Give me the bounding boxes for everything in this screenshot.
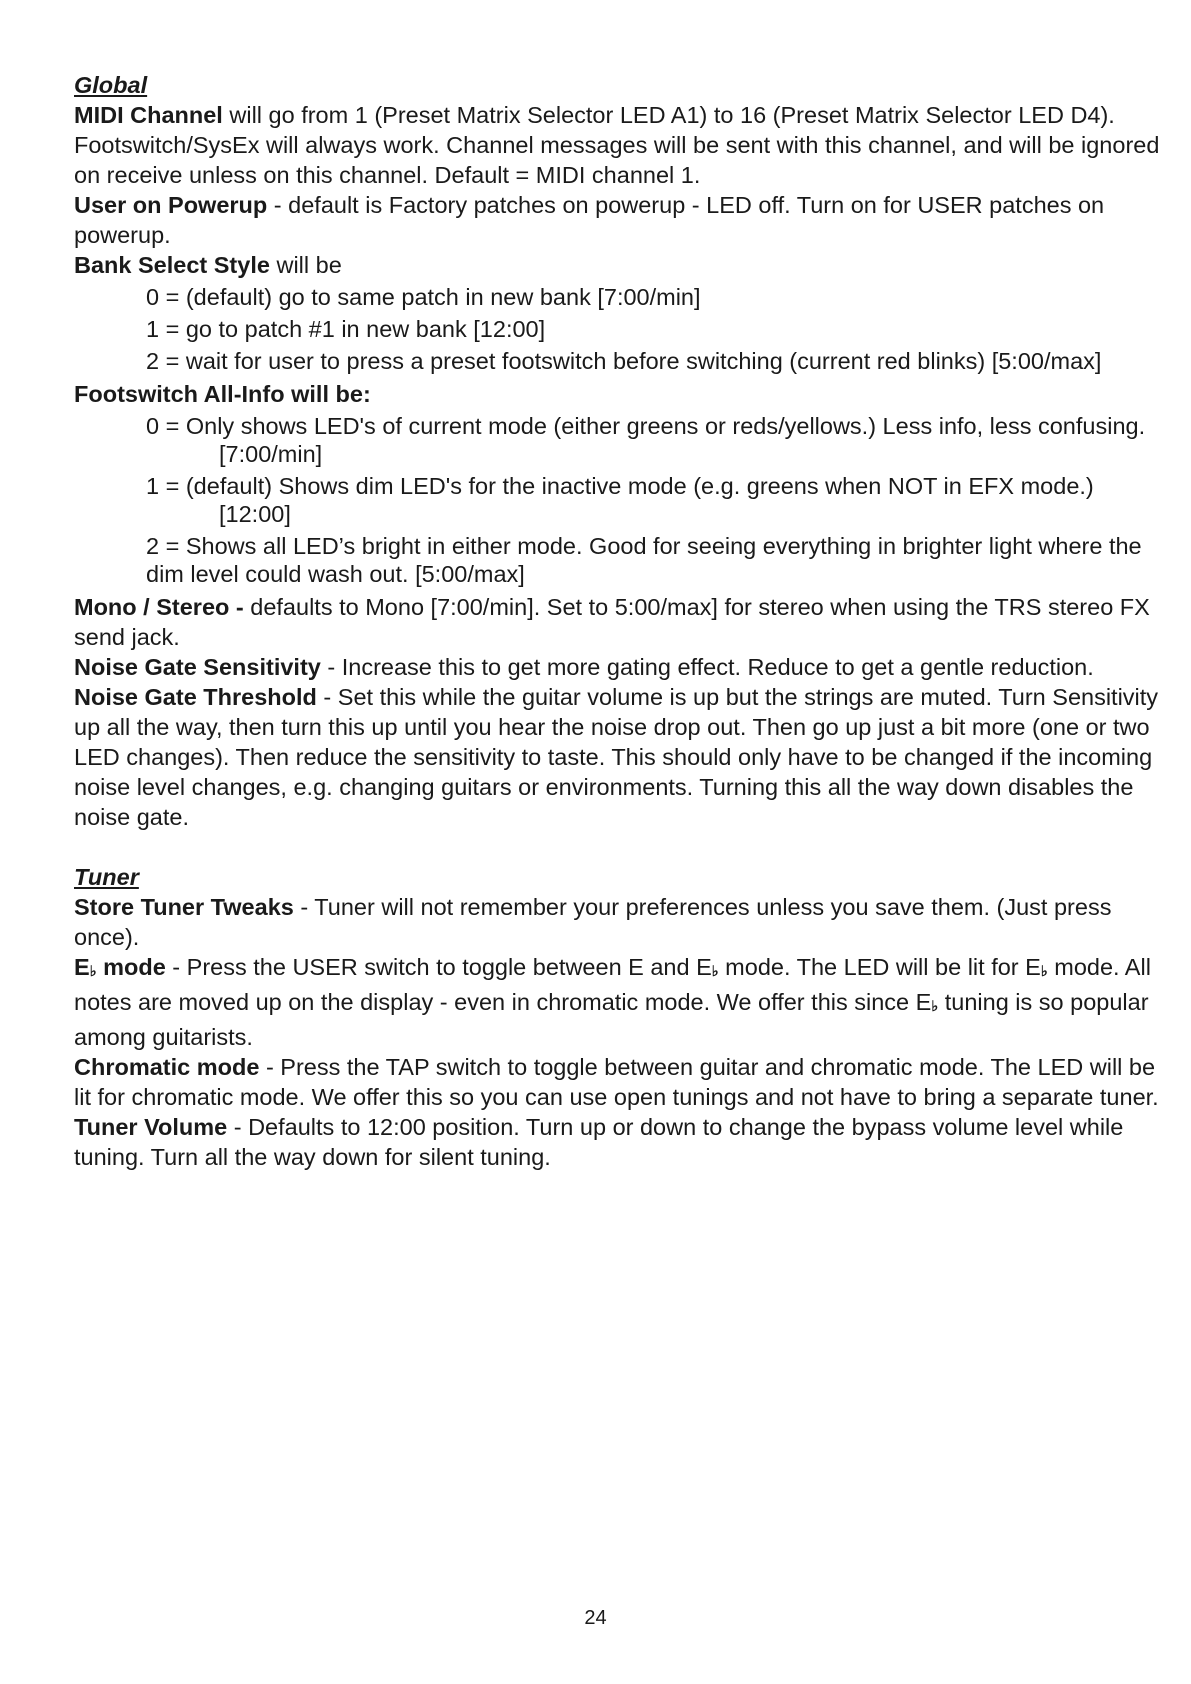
flat-symbol: ♭ — [711, 964, 719, 980]
section-spacer — [74, 832, 1164, 862]
footswitch-info-paragraph — [74, 379, 1164, 409]
midi-channel-label: MIDI Channel — [74, 102, 223, 128]
eflat-text-1: - Press the USER switch to toggle between E and E — [165, 954, 712, 980]
eflat-mode-word: mode — [96, 954, 166, 980]
user-powerup-text: - default is Factory patches on powerup - LED off. Turn on for USER patches on powerup. — [74, 192, 1105, 248]
tuner-section — [74, 862, 1164, 892]
store-tuner-paragraph — [74, 892, 1164, 952]
bank-select-options — [74, 283, 1164, 375]
footswitch-option-0: 0 = Only shows LED's of current mode (either greens or reds/yellows.) Less info, less confusing. [7:00/min] — [146, 413, 1146, 467]
flat-symbol: ♭ — [931, 999, 939, 1015]
noise-gate-threshold-text: - Set this while the guitar volume is up but the strings are muted. Turn Sensitivity up all the way, then turn this up until you hear the noise drop out. Then go up just a bit more (one or two LED changes). Then reduce the sensitivity to taste. This should only have to be changed if the incoming noise level changes, e.g. changing guitars or environments. Turning this all the way down disables the noise gate. — [74, 684, 1159, 830]
chromatic-mode-text: - Press the TAP switch to toggle between guitar and chromatic mode. The LED will be lit for chromatic mode. We offer this so you can use open tunings and not have to bring a separate tuner. — [74, 1054, 1159, 1110]
footswitch-option-1: 1 = (default) Shows dim LED's for the inactive mode (e.g. greens when NOT in EFX mode.) [12:00] — [146, 473, 1094, 527]
tuner-volume-label: Tuner Volume — [74, 1114, 228, 1140]
bank-option-0: 0 = (default) go to same patch in new bank [7:00/min] — [146, 284, 701, 310]
mono-stereo-label: Mono / Stereo - — [74, 594, 244, 620]
bank-select-paragraph — [74, 250, 1164, 280]
eflat-mode-paragraph — [74, 952, 1164, 1052]
page-number: 24 — [584, 1607, 607, 1629]
tuner-heading: Tuner — [74, 864, 139, 890]
flat-symbol: ♭ — [1040, 964, 1048, 980]
mono-stereo-paragraph — [74, 592, 1164, 652]
manual-page — [74, 70, 1164, 1172]
user-powerup-label: User on Powerup — [74, 192, 268, 218]
footswitch-info-label: Footswitch All-Info will be: — [74, 381, 371, 407]
store-tuner-label: Store Tuner Tweaks — [74, 894, 294, 920]
bank-select-label: Bank Select Style — [74, 252, 270, 278]
global-heading: Global — [74, 72, 148, 98]
global-section — [74, 70, 1164, 100]
eflat-mode-label — [74, 954, 166, 980]
chromatic-mode-label: Chromatic mode — [74, 1054, 260, 1080]
tuner-volume-paragraph — [74, 1112, 1164, 1172]
noise-gate-sensitivity-text: - Increase this to get more gating effect. Reduce to get a gentle reduction. — [320, 654, 1094, 680]
eflat-text-2: mode. The LED will be lit for E — [718, 954, 1041, 980]
chromatic-mode-paragraph — [74, 1052, 1164, 1112]
store-tuner-text: - Tuner will not remember your preferences unless you save them. (Just press once). — [74, 894, 1112, 950]
noise-gate-threshold-paragraph — [74, 682, 1164, 832]
bank-option-2: 2 = wait for user to press a preset footswitch before switching (current red blinks) [5:00/max] — [146, 348, 1102, 374]
footswitch-option-2: 2 = Shows all LED’s bright in either mode. Good for seeing everything in brighter light where the dim level could wash out. [5:00/max] — [146, 533, 1142, 587]
bank-option-1: 1 = go to patch #1 in new bank [12:00] — [146, 316, 546, 342]
flat-symbol: ♭ — [89, 964, 97, 980]
noise-gate-sensitivity-paragraph — [74, 652, 1164, 682]
noise-gate-sensitivity-label: Noise Gate Sensitivity — [74, 654, 321, 680]
footswitch-info-options — [74, 412, 1164, 588]
tuner-volume-text: - Defaults to 12:00 position. Turn up or down to change the bypass volume level while tuning. Turn all the way down for silent tuning. — [74, 1114, 1124, 1170]
eflat-e: E — [74, 954, 90, 980]
user-powerup-paragraph — [74, 190, 1164, 250]
noise-gate-threshold-label: Noise Gate Threshold — [74, 684, 317, 710]
bank-select-text: will be — [269, 252, 342, 278]
mono-stereo-text: defaults to Mono [7:00/min]. Set to 5:00/max] for stereo when using the TRS stereo FX send jack. — [74, 594, 1150, 650]
midi-channel-text: will go from 1 (Preset Matrix Selector LED A1) to 16 (Preset Matrix Selector LED D4). Footswitch/SysEx will always work. Channel messages will be sent with this channel, and will be ignored on receive unless on this channel. Default = MIDI channel 1. — [74, 102, 1160, 188]
midi-channel-paragraph — [74, 100, 1164, 190]
eflat-text-3: mode. All notes are moved up on the display - even in chromatic mode. We offer this since E — [74, 954, 1151, 1015]
eflat-text-4: tuning is so popular among guitarists. — [74, 989, 1149, 1050]
